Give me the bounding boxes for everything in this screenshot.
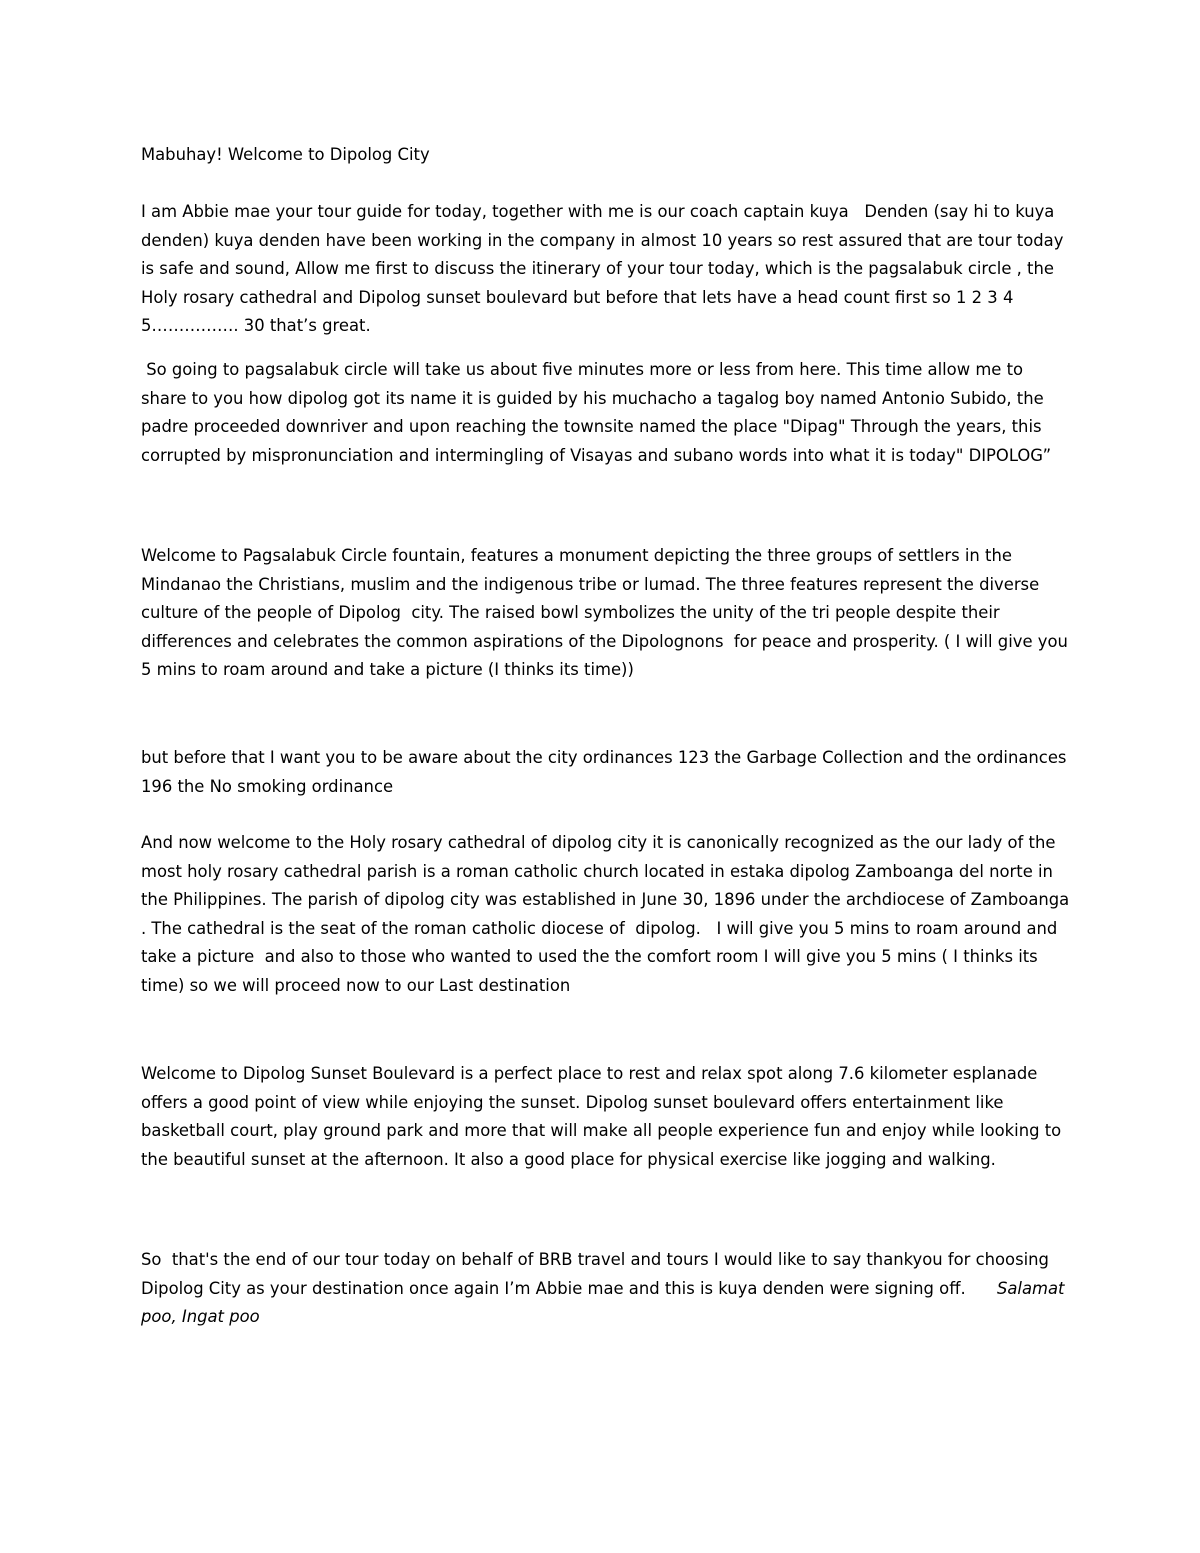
document-title: Mabuhay! Welcome to Dipolog City [141,145,430,164]
paragraph-name-origin: So going to pagsalabuk circle will take us about five minutes more or less from here. This time allow me to share to you how dipolog got its name it is guided by his muchacho a tagalog boy named Antonio Subido, the padre proceeded downriver and upon reaching the townsite named the place "Dipag" Through the years, this corrupted by mispronunciation and intermingling of Visayas and subano words into what it is today" DIPOLOG” [141,360,1052,465]
paragraph-ending [141,1246,1071,1332]
ending-text: So that's the end of our tour today on behalf of BRB travel and tours I would like to say thankyou for choosing Dipolog City as your destination once again I’m Abbie mae and this is kuya denden were signing off. [141,1250,1049,1298]
paragraph-cathedral: And now welcome to the Holy rosary cathedral of dipolog city it is canonically recognized as the our lady of the most holy rosary cathedral parish is a roman catholic church located in estaka dipolog Zamboanga del norte in the Philippines. The parish of dipolog city was established in June 30, 1896 under the archdiocese of Zamboanga . The cathedral is the seat of the roman catholic diocese of dipolog. I will give you 5 mins to roam around and take a picture and also to those who wanted to used the the comfort room I will give you 5 mins ( I thinks its time) so we will proceed now to our Last destination [141,833,1070,995]
paragraph-intro: I am Abbie mae your tour guide for today, together with me is our coach captain kuya Denden (say hi to kuya denden) kuya denden have been working in the company in almost 10 years so rest assured that are tour today is safe and sound, Allow me first to discuss the itinerary of your tour today, which is the pagsalabuk circle , the Holy rosary cathedral and Dipolog sunset boulevard but before that lets have a head count first so 1 2 3 4 5……………. 30 that’s great. [141,202,1064,336]
paragraph-pagsalabuk-circle: Welcome to Pagsalabuk Circle fountain, features a monument depicting the three groups of settlers in the Mindanao the Christians, muslim and the indigenous tribe or lumad. The three features represent the diverse culture of the people of Dipolog city. The raised bowl symbolizes the unity of the tri people despite their differences and celebrates the common aspirations of the Dipolognons for peace and prosperity. ( I will give you 5 mins to roam around and take a picture (I thinks its time)) [141,546,1068,680]
paragraph-sunset-boulevard: Welcome to Dipolog Sunset Boulevard is a perfect place to rest and relax spot along 7.6 kilometer esplanade offers a good point of view while enjoying the sunset. Dipolog sunset boulevard offers entertainment like basketball court, play ground park and more that will make all people experience fun and enjoy while looking to the beautiful sunset at the afternoon. It also a good place for physical exercise like jogging and walking. [141,1064,1062,1169]
farewell-text: Salamat poo, Ingat poo [141,1278,1065,1327]
paragraph-ordinances: but before that I want you to be aware about the city ordinances 123 the Garbage Collection and the ordinances 196 the No smoking ordinance [141,748,1067,796]
